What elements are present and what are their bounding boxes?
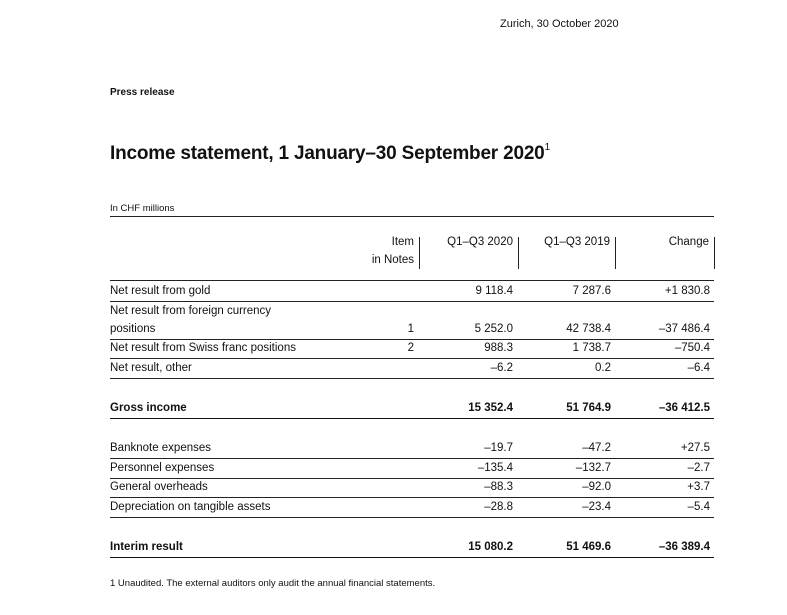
table-bottom-rule [110, 557, 714, 558]
row-change: –5.4 [687, 501, 710, 513]
title-text: Income statement, 1 January–30 September 2020 [110, 143, 545, 164]
dateline: Zurich, 30 October 2020 [500, 18, 619, 30]
row-q1q3-2019: 0.2 [595, 362, 611, 374]
row-rule [110, 378, 714, 379]
column-header-change: Change [668, 236, 709, 248]
row-q1q3-2019: –23.4 [582, 501, 611, 513]
row-label: Gross income [110, 402, 187, 414]
row-label: Interim result [110, 541, 183, 553]
row-q1q3-2020: 988.3 [484, 342, 513, 354]
row-change: –36 389.4 [658, 541, 710, 553]
row-label: Personnel expenses [110, 462, 215, 474]
row-q1q3-2020: 15 080.2 [468, 541, 513, 553]
row-q1q3-2020: –19.7 [484, 442, 513, 454]
row-label: Depreciation on tangible assets [110, 501, 271, 513]
column-header-item-line1: Item [391, 236, 414, 248]
column-divider [518, 237, 519, 269]
row-q1q3-2019: 7 287.6 [572, 285, 611, 297]
row-q1q3-2020: –28.8 [484, 501, 513, 513]
row-note: 2 [407, 342, 414, 354]
row-change: –37 486.4 [658, 323, 710, 335]
row-q1q3-2020: 5 252.0 [474, 323, 513, 335]
table-row [110, 498, 714, 517]
row-q1q3-2019: –47.2 [582, 442, 611, 454]
row-label: Net result from Swiss franc positions [110, 342, 296, 354]
row-q1q3-2019: –92.0 [582, 481, 611, 493]
column-header-q1q3-2020: Q1–Q3 2020 [447, 236, 513, 248]
table-row [110, 302, 714, 321]
row-change: +3.7 [687, 481, 710, 493]
footnote: 1 Unaudited. The external auditors only audit the annual financial statements. [110, 578, 436, 589]
table-row-interim-result [110, 538, 714, 557]
table-top-rule [110, 216, 714, 217]
row-q1q3-2019: 42 738.4 [566, 323, 611, 335]
table-row [110, 459, 714, 478]
row-rule [110, 517, 714, 518]
column-divider [714, 237, 715, 269]
row-label: Net result from gold [110, 285, 211, 297]
page-title [110, 143, 550, 165]
column-divider [615, 237, 616, 269]
row-q1q3-2020: –135.4 [477, 462, 513, 474]
row-label: Net result, other [110, 362, 192, 374]
row-label: Banknote expenses [110, 442, 212, 454]
row-q1q3-2020: 9 118.4 [475, 285, 513, 297]
table-row [110, 439, 714, 458]
table-row [110, 359, 714, 378]
column-header-q1q3-2019: Q1–Q3 2019 [544, 236, 610, 248]
table-row [110, 320, 714, 339]
title-footnote-mark: 1 [544, 141, 550, 153]
row-change: –36 412.5 [658, 402, 710, 414]
row-label: General overheads [110, 481, 208, 493]
row-q1q3-2019: –132.7 [575, 462, 611, 474]
header-bottom-rule [110, 280, 714, 281]
row-label: Net result from foreign currency [110, 305, 272, 317]
press-release-label: Press release [110, 87, 175, 98]
table-row [110, 282, 714, 301]
row-label: positions [110, 323, 156, 335]
table-row [110, 478, 714, 497]
row-change: –2.7 [687, 462, 710, 474]
row-change: +1 830.8 [664, 285, 710, 297]
column-header-item-line2: in Notes [371, 254, 414, 266]
row-rule [110, 418, 714, 419]
row-q1q3-2020: 15 352.4 [468, 402, 513, 414]
row-q1q3-2020: –88.3 [484, 481, 513, 493]
row-change: –750.4 [674, 342, 710, 354]
row-q1q3-2020: –6.2 [490, 362, 513, 374]
table-row-gross-income [110, 399, 714, 418]
row-change: +27.5 [680, 442, 710, 454]
row-q1q3-2019: 1 738.7 [572, 342, 611, 354]
row-q1q3-2019: 51 469.6 [566, 541, 611, 553]
row-change: –6.4 [687, 362, 710, 374]
row-q1q3-2019: 51 764.9 [566, 402, 611, 414]
unit-label: In CHF millions [110, 203, 175, 214]
table-row [110, 339, 714, 358]
row-note: 1 [407, 323, 414, 335]
column-header-item [330, 233, 414, 269]
